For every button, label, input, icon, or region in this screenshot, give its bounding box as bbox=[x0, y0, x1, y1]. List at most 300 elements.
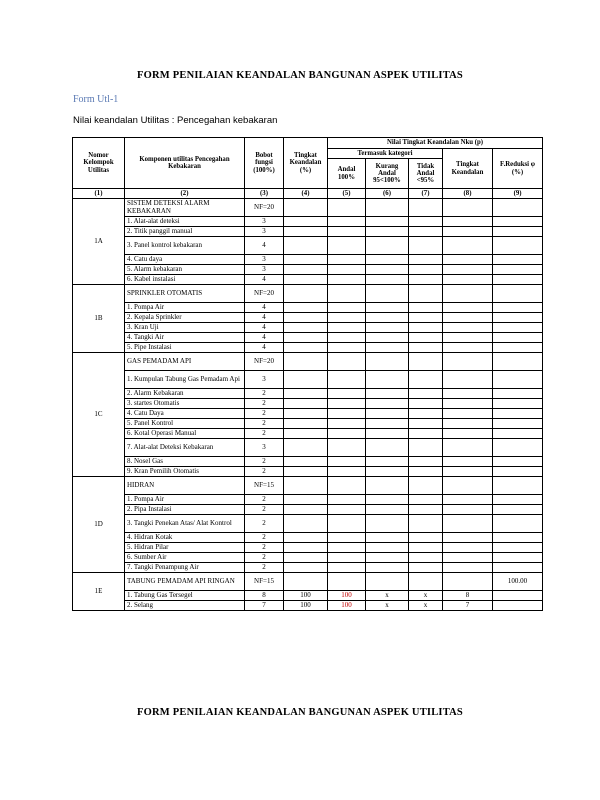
kurang-value: x bbox=[366, 601, 409, 611]
empty-cell bbox=[409, 371, 443, 389]
component-name: 3. Panel kontrol kebakaran bbox=[125, 237, 245, 255]
empty-cell bbox=[443, 265, 493, 275]
component-row bbox=[73, 313, 543, 323]
empty-cell bbox=[409, 467, 443, 477]
header-freduksi: F.Reduksi φ (%) bbox=[493, 149, 543, 189]
empty-cell bbox=[443, 467, 493, 477]
empty-cell bbox=[409, 457, 443, 467]
component-name: 2. Selang bbox=[125, 601, 245, 611]
empty-cell bbox=[443, 409, 493, 419]
empty-cell bbox=[493, 265, 543, 275]
empty-cell bbox=[328, 199, 366, 217]
empty-cell bbox=[284, 495, 328, 505]
empty-cell bbox=[443, 323, 493, 333]
empty-cell bbox=[409, 343, 443, 353]
group-nf: NF=15 bbox=[245, 573, 284, 591]
empty-cell bbox=[366, 419, 409, 429]
empty-cell bbox=[328, 533, 366, 543]
component-weight: 7 bbox=[245, 601, 284, 611]
component-row bbox=[73, 265, 543, 275]
empty-cell bbox=[366, 237, 409, 255]
empty-cell bbox=[409, 553, 443, 563]
empty-cell bbox=[284, 265, 328, 275]
empty-cell bbox=[443, 563, 493, 573]
empty-cell bbox=[493, 467, 543, 477]
component-name: 1. Pompa Air bbox=[125, 495, 245, 505]
empty-cell bbox=[366, 303, 409, 313]
component-row bbox=[73, 343, 543, 353]
empty-cell bbox=[443, 255, 493, 265]
empty-cell bbox=[493, 409, 543, 419]
empty-cell bbox=[284, 313, 328, 323]
component-weight: 2 bbox=[245, 533, 284, 543]
empty-cell bbox=[328, 429, 366, 439]
empty-cell bbox=[443, 419, 493, 429]
component-row bbox=[73, 419, 543, 429]
empty-cell bbox=[443, 371, 493, 389]
empty-cell bbox=[443, 429, 493, 439]
empty-cell bbox=[493, 419, 543, 429]
component-name: 5. Panel Kontrol bbox=[125, 419, 245, 429]
empty-cell bbox=[443, 343, 493, 353]
group-nf: NF=20 bbox=[245, 353, 284, 371]
empty-cell bbox=[409, 255, 443, 265]
empty-cell bbox=[284, 467, 328, 477]
empty-cell bbox=[328, 467, 366, 477]
empty-cell bbox=[366, 275, 409, 285]
empty-cell bbox=[366, 313, 409, 323]
empty-cell bbox=[366, 323, 409, 333]
component-weight: 4 bbox=[245, 275, 284, 285]
empty-cell bbox=[409, 399, 443, 409]
empty-cell bbox=[284, 303, 328, 313]
empty-cell bbox=[284, 323, 328, 333]
empty-cell bbox=[284, 353, 328, 371]
component-weight: 2 bbox=[245, 467, 284, 477]
empty-cell bbox=[328, 371, 366, 389]
group-code: 1A bbox=[73, 199, 125, 285]
component-name: 9. Kran Pemilih Otomatis bbox=[125, 467, 245, 477]
component-row bbox=[73, 389, 543, 399]
empty-cell bbox=[493, 343, 543, 353]
empty-cell bbox=[366, 495, 409, 505]
component-weight: 2 bbox=[245, 553, 284, 563]
empty-cell bbox=[409, 353, 443, 371]
empty-cell bbox=[493, 543, 543, 553]
header-bobot: Bobot fungsi (100%) bbox=[245, 138, 284, 189]
component-row bbox=[73, 543, 543, 553]
empty-cell bbox=[493, 505, 543, 515]
component-row bbox=[73, 217, 543, 227]
empty-cell bbox=[443, 303, 493, 313]
empty-cell bbox=[284, 457, 328, 467]
document-title-repeat: FORM PENILAIAN KEANDALAN BANGUNAN ASPEK UTILITAS bbox=[137, 707, 463, 718]
component-row bbox=[73, 323, 543, 333]
component-weight: 2 bbox=[245, 563, 284, 573]
component-weight: 8 bbox=[245, 591, 284, 601]
empty-cell bbox=[493, 563, 543, 573]
component-weight: 4 bbox=[245, 343, 284, 353]
empty-cell bbox=[443, 275, 493, 285]
empty-cell bbox=[493, 399, 543, 409]
component-weight: 3 bbox=[245, 217, 284, 227]
component-name: 2. Kepala Sprinkler bbox=[125, 313, 245, 323]
andal-value: 100 bbox=[328, 591, 366, 601]
col-number: (7) bbox=[409, 189, 443, 199]
group-header-row bbox=[73, 285, 543, 303]
empty-cell bbox=[366, 353, 409, 371]
empty-cell bbox=[366, 563, 409, 573]
empty-cell bbox=[409, 543, 443, 553]
empty-cell bbox=[443, 227, 493, 237]
empty-cell bbox=[443, 439, 493, 457]
component-weight: 2 bbox=[245, 505, 284, 515]
component-row bbox=[73, 467, 543, 477]
component-weight: 2 bbox=[245, 409, 284, 419]
reliability-level-result: 7 bbox=[443, 601, 493, 611]
group-header-row bbox=[73, 353, 543, 371]
empty-cell bbox=[284, 543, 328, 553]
component-name: 2. Titik panggil manual bbox=[125, 227, 245, 237]
empty-cell bbox=[284, 217, 328, 227]
component-name: 6. Kotal Operasi Manual bbox=[125, 429, 245, 439]
empty-cell bbox=[284, 343, 328, 353]
component-weight: 2 bbox=[245, 419, 284, 429]
col-number: (8) bbox=[443, 189, 493, 199]
component-row bbox=[73, 409, 543, 419]
empty-cell bbox=[284, 505, 328, 515]
component-row bbox=[73, 303, 543, 313]
group-header-row bbox=[73, 199, 543, 217]
empty-cell bbox=[284, 285, 328, 303]
empty-cell bbox=[443, 353, 493, 371]
empty-cell bbox=[443, 399, 493, 409]
component-row bbox=[73, 601, 543, 611]
component-row bbox=[73, 399, 543, 409]
andal-value: 100 bbox=[328, 601, 366, 611]
component-row bbox=[73, 591, 543, 601]
empty-cell bbox=[328, 265, 366, 275]
component-weight: 2 bbox=[245, 389, 284, 399]
empty-cell bbox=[328, 313, 366, 323]
empty-cell bbox=[443, 457, 493, 467]
empty-cell bbox=[328, 217, 366, 227]
empty-cell bbox=[284, 477, 328, 495]
empty-cell bbox=[284, 389, 328, 399]
component-name: 3. Kran Uji bbox=[125, 323, 245, 333]
empty-cell bbox=[493, 255, 543, 265]
header-tidak: Tidak Andal <95% bbox=[409, 159, 443, 189]
component-row bbox=[73, 515, 543, 533]
component-name: 2. Pipa Instalasi bbox=[125, 505, 245, 515]
component-weight: 4 bbox=[245, 303, 284, 313]
group-header: GAS PEMADAM API bbox=[125, 353, 245, 371]
assessment-table bbox=[72, 137, 543, 611]
empty-cell bbox=[443, 553, 493, 563]
empty-cell bbox=[493, 553, 543, 563]
empty-cell bbox=[284, 553, 328, 563]
component-weight: 4 bbox=[245, 237, 284, 255]
component-weight: 4 bbox=[245, 323, 284, 333]
empty-cell bbox=[493, 429, 543, 439]
group-header: TABUNG PEMADAM API RINGAN bbox=[125, 573, 245, 591]
empty-cell bbox=[443, 333, 493, 343]
empty-cell bbox=[284, 237, 328, 255]
header-nomor: Nomor Kelompok Utilitas bbox=[73, 138, 125, 189]
empty-cell bbox=[409, 389, 443, 399]
col-number: (3) bbox=[245, 189, 284, 199]
empty-cell bbox=[443, 543, 493, 553]
empty-cell bbox=[328, 389, 366, 399]
component-weight: 3 bbox=[245, 265, 284, 275]
component-row bbox=[73, 371, 543, 389]
component-name: 1. Tabung Gas Tersegel bbox=[125, 591, 245, 601]
empty-cell bbox=[366, 199, 409, 217]
empty-cell bbox=[493, 439, 543, 457]
empty-cell bbox=[284, 409, 328, 419]
component-name: 5. Hidran Pilar bbox=[125, 543, 245, 553]
component-weight: 2 bbox=[245, 399, 284, 409]
group-header-row bbox=[73, 477, 543, 495]
empty-cell bbox=[493, 515, 543, 533]
empty-cell bbox=[366, 343, 409, 353]
table-subtitle: Nilai keandalan Utilitas : Pencegahan kebakaran bbox=[73, 115, 278, 126]
empty-cell bbox=[366, 457, 409, 467]
group-header: SISTEM DETEKSI ALARM KEBAKARAN bbox=[125, 199, 245, 217]
empty-cell bbox=[409, 217, 443, 227]
empty-cell bbox=[366, 371, 409, 389]
tidak-value: x bbox=[409, 591, 443, 601]
empty-cell bbox=[284, 255, 328, 265]
component-weight: 2 bbox=[245, 429, 284, 439]
empty-cell bbox=[493, 285, 543, 303]
empty-cell bbox=[366, 515, 409, 533]
component-name: 4. Tangki Air bbox=[125, 333, 245, 343]
component-name: 5. Alarm kebakaran bbox=[125, 265, 245, 275]
empty-cell bbox=[366, 439, 409, 457]
empty-cell bbox=[366, 573, 409, 591]
empty-cell bbox=[284, 399, 328, 409]
empty-cell bbox=[493, 477, 543, 495]
header-termasuk: Termasuk kategori bbox=[328, 149, 443, 159]
component-row bbox=[73, 495, 543, 505]
empty-cell bbox=[443, 495, 493, 505]
component-row bbox=[73, 429, 543, 439]
col-number: (9) bbox=[493, 189, 543, 199]
reliability-level: 100 bbox=[284, 591, 328, 601]
component-weight: 2 bbox=[245, 543, 284, 553]
empty-cell bbox=[366, 467, 409, 477]
component-row bbox=[73, 227, 543, 237]
empty-cell bbox=[366, 333, 409, 343]
header-nilai-group: Nilai Tingkat Keandalan Nku (p) bbox=[328, 138, 543, 149]
empty-cell bbox=[328, 477, 366, 495]
empty-cell bbox=[284, 563, 328, 573]
reduction-factor: 100.00 bbox=[493, 573, 543, 591]
empty-cell bbox=[443, 199, 493, 217]
component-name: 3. Tangki Penekan Atas/ Alat Kontrol bbox=[125, 515, 245, 533]
empty-cell bbox=[328, 457, 366, 467]
component-weight: 3 bbox=[245, 371, 284, 389]
component-name: 7. Alat-alat Deteksi Kebakaran bbox=[125, 439, 245, 457]
empty-cell bbox=[409, 439, 443, 457]
component-row bbox=[73, 237, 543, 255]
empty-cell bbox=[409, 303, 443, 313]
empty-cell bbox=[284, 429, 328, 439]
group-code: 1B bbox=[73, 285, 125, 353]
empty-cell bbox=[328, 227, 366, 237]
empty-cell bbox=[328, 543, 366, 553]
component-row bbox=[73, 533, 543, 543]
empty-cell bbox=[328, 505, 366, 515]
empty-cell bbox=[366, 227, 409, 237]
component-row bbox=[73, 439, 543, 457]
component-name: 3. startes Otomatis bbox=[125, 399, 245, 409]
empty-cell bbox=[328, 303, 366, 313]
component-name: 1. Pompa Air bbox=[125, 303, 245, 313]
empty-cell bbox=[409, 429, 443, 439]
component-row bbox=[73, 255, 543, 265]
empty-cell bbox=[366, 217, 409, 227]
empty-cell bbox=[366, 533, 409, 543]
group-header: SPRINKLER OTOMATIS bbox=[125, 285, 245, 303]
component-name: 1. Alat-alat deteksi bbox=[125, 217, 245, 227]
empty-cell bbox=[284, 439, 328, 457]
empty-cell bbox=[409, 505, 443, 515]
empty-cell bbox=[493, 217, 543, 227]
empty-cell bbox=[493, 495, 543, 505]
empty-cell bbox=[443, 313, 493, 323]
group-code: 1C bbox=[73, 353, 125, 477]
empty-cell bbox=[409, 285, 443, 303]
empty-cell bbox=[493, 591, 543, 601]
empty-cell bbox=[409, 237, 443, 255]
component-name: 7. Tangki Penampung Air bbox=[125, 563, 245, 573]
empty-cell bbox=[493, 275, 543, 285]
empty-cell bbox=[284, 419, 328, 429]
empty-cell bbox=[366, 429, 409, 439]
empty-cell bbox=[284, 275, 328, 285]
empty-cell bbox=[493, 323, 543, 333]
empty-cell bbox=[328, 275, 366, 285]
group-code: 1D bbox=[73, 477, 125, 573]
component-row bbox=[73, 553, 543, 563]
empty-cell bbox=[284, 371, 328, 389]
col-number: (1) bbox=[73, 189, 125, 199]
empty-cell bbox=[366, 285, 409, 303]
empty-cell bbox=[366, 553, 409, 563]
empty-cell bbox=[366, 543, 409, 553]
col-number: (4) bbox=[284, 189, 328, 199]
empty-cell bbox=[409, 313, 443, 323]
component-name: 4. Hidran Kotak bbox=[125, 533, 245, 543]
col-number: (2) bbox=[125, 189, 245, 199]
empty-cell bbox=[443, 515, 493, 533]
component-weight: 4 bbox=[245, 333, 284, 343]
component-name: 2. Alarm Kebakaran bbox=[125, 389, 245, 399]
group-nf: NF=20 bbox=[245, 199, 284, 217]
component-weight: 4 bbox=[245, 313, 284, 323]
empty-cell bbox=[443, 285, 493, 303]
empty-cell bbox=[409, 227, 443, 237]
component-name: 4. Catu Daya bbox=[125, 409, 245, 419]
empty-cell bbox=[328, 237, 366, 255]
component-weight: 3 bbox=[245, 439, 284, 457]
empty-cell bbox=[284, 227, 328, 237]
header-komponen: Komponen utilitas Pencegahan Kebakaran bbox=[125, 138, 245, 189]
empty-cell bbox=[409, 515, 443, 533]
empty-cell bbox=[284, 533, 328, 543]
empty-cell bbox=[328, 343, 366, 353]
tidak-value: x bbox=[409, 601, 443, 611]
empty-cell bbox=[284, 573, 328, 591]
empty-cell bbox=[493, 333, 543, 343]
empty-cell bbox=[366, 255, 409, 265]
empty-cell bbox=[328, 419, 366, 429]
empty-cell bbox=[493, 237, 543, 255]
empty-cell bbox=[366, 477, 409, 495]
empty-cell bbox=[366, 265, 409, 275]
empty-cell bbox=[409, 333, 443, 343]
empty-cell bbox=[366, 389, 409, 399]
empty-cell bbox=[366, 409, 409, 419]
empty-cell bbox=[409, 533, 443, 543]
group-header: HIDRAN bbox=[125, 477, 245, 495]
header-kurang: Kurang Andal 95<100% bbox=[366, 159, 409, 189]
empty-cell bbox=[409, 409, 443, 419]
reliability-level-result: 8 bbox=[443, 591, 493, 601]
component-row bbox=[73, 563, 543, 573]
empty-cell bbox=[328, 353, 366, 371]
empty-cell bbox=[409, 477, 443, 495]
empty-cell bbox=[328, 285, 366, 303]
empty-cell bbox=[409, 275, 443, 285]
empty-cell bbox=[493, 533, 543, 543]
empty-cell bbox=[409, 323, 443, 333]
component-weight: 3 bbox=[245, 227, 284, 237]
component-name: 6. Kabel instalasi bbox=[125, 275, 245, 285]
empty-cell bbox=[409, 419, 443, 429]
empty-cell bbox=[328, 563, 366, 573]
component-name: 1. Kumpulan Tabung Gas Pemadam Api bbox=[125, 371, 245, 389]
empty-cell bbox=[409, 573, 443, 591]
empty-cell bbox=[493, 389, 543, 399]
empty-cell bbox=[409, 265, 443, 275]
empty-cell bbox=[328, 495, 366, 505]
component-row bbox=[73, 333, 543, 343]
group-header-row bbox=[73, 573, 543, 591]
empty-cell bbox=[443, 477, 493, 495]
component-weight: 2 bbox=[245, 457, 284, 467]
empty-cell bbox=[409, 563, 443, 573]
empty-cell bbox=[493, 199, 543, 217]
empty-cell bbox=[493, 457, 543, 467]
form-code-label: Form Utl-1 bbox=[73, 94, 119, 105]
empty-cell bbox=[366, 399, 409, 409]
kurang-value: x bbox=[366, 591, 409, 601]
reliability-level: 100 bbox=[284, 601, 328, 611]
component-weight: 2 bbox=[245, 495, 284, 505]
component-row bbox=[73, 275, 543, 285]
empty-cell bbox=[493, 303, 543, 313]
empty-cell bbox=[443, 389, 493, 399]
column-number-row bbox=[73, 189, 543, 199]
empty-cell bbox=[328, 573, 366, 591]
empty-cell bbox=[328, 333, 366, 343]
empty-cell bbox=[366, 505, 409, 515]
empty-cell bbox=[409, 199, 443, 217]
component-name: 5. Pipe Instalasi bbox=[125, 343, 245, 353]
